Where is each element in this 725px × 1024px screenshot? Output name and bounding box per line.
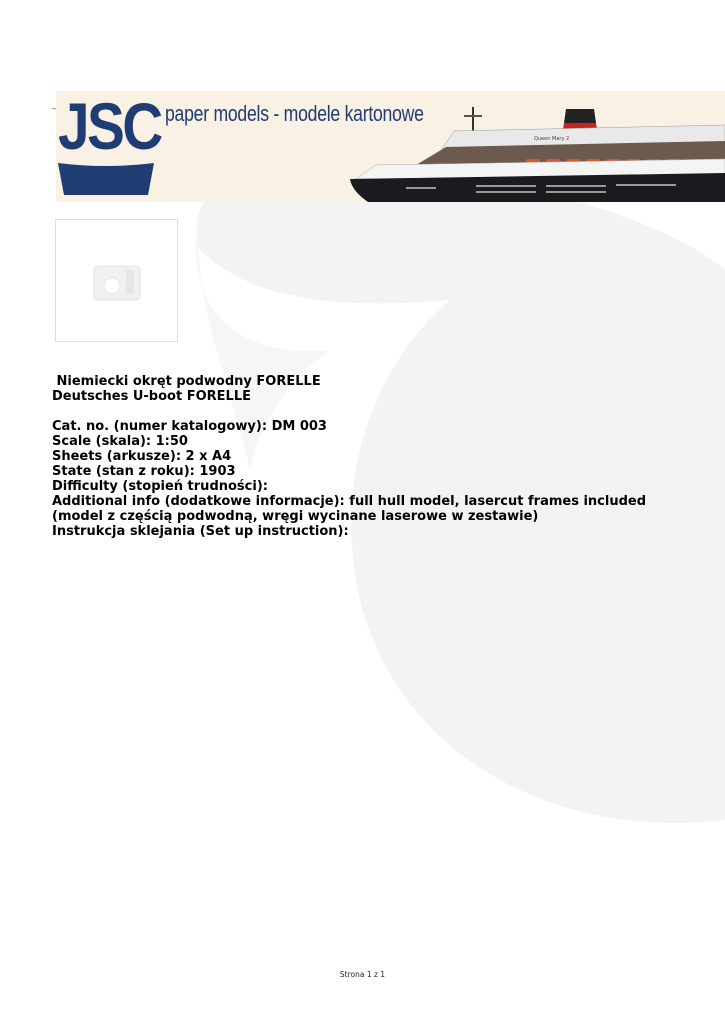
logo-wave-icon [56,161,156,197]
scale: Scale (skala): 1:50 [52,434,188,449]
header-banner [56,91,725,202]
product-details [52,374,692,539]
title-german: Deutsches U-boot FORELLE [52,389,251,404]
header-dash: – [52,104,57,114]
ship-illustration-icon [346,99,725,202]
image-placeholder-icon [92,260,142,304]
page-footer: Strona 1 z 1 [339,970,386,979]
jsc-logo [56,91,160,202]
sheets: Sheets (arkusze): 2 x A4 [52,449,232,464]
product-thumbnail[interactable] [55,219,178,342]
difficulty: Difficulty (stopień trudności): [52,479,268,494]
title-polish: Niemiecki okręt podwodny FORELLE [52,374,321,389]
catalog-number: Cat. no. (numer katalogowy): DM 003 [52,419,327,434]
logo-text: JSC [58,91,161,163]
additional-info: Additional info (dodatkowe informacje): full hull model, lasercut frames included (model z częścią podwodną, wręgi wycinane laserowe w zestawie) [52,494,651,524]
state-year: State (stan z roku): 1903 [52,464,236,479]
banner-tagline: paper models - modele kartonowe [165,101,424,126]
ship-name-label: Queen Mary 2 [534,136,570,142]
setup-instructions: Instrukcja sklejania (Set up instruction): [52,524,349,539]
